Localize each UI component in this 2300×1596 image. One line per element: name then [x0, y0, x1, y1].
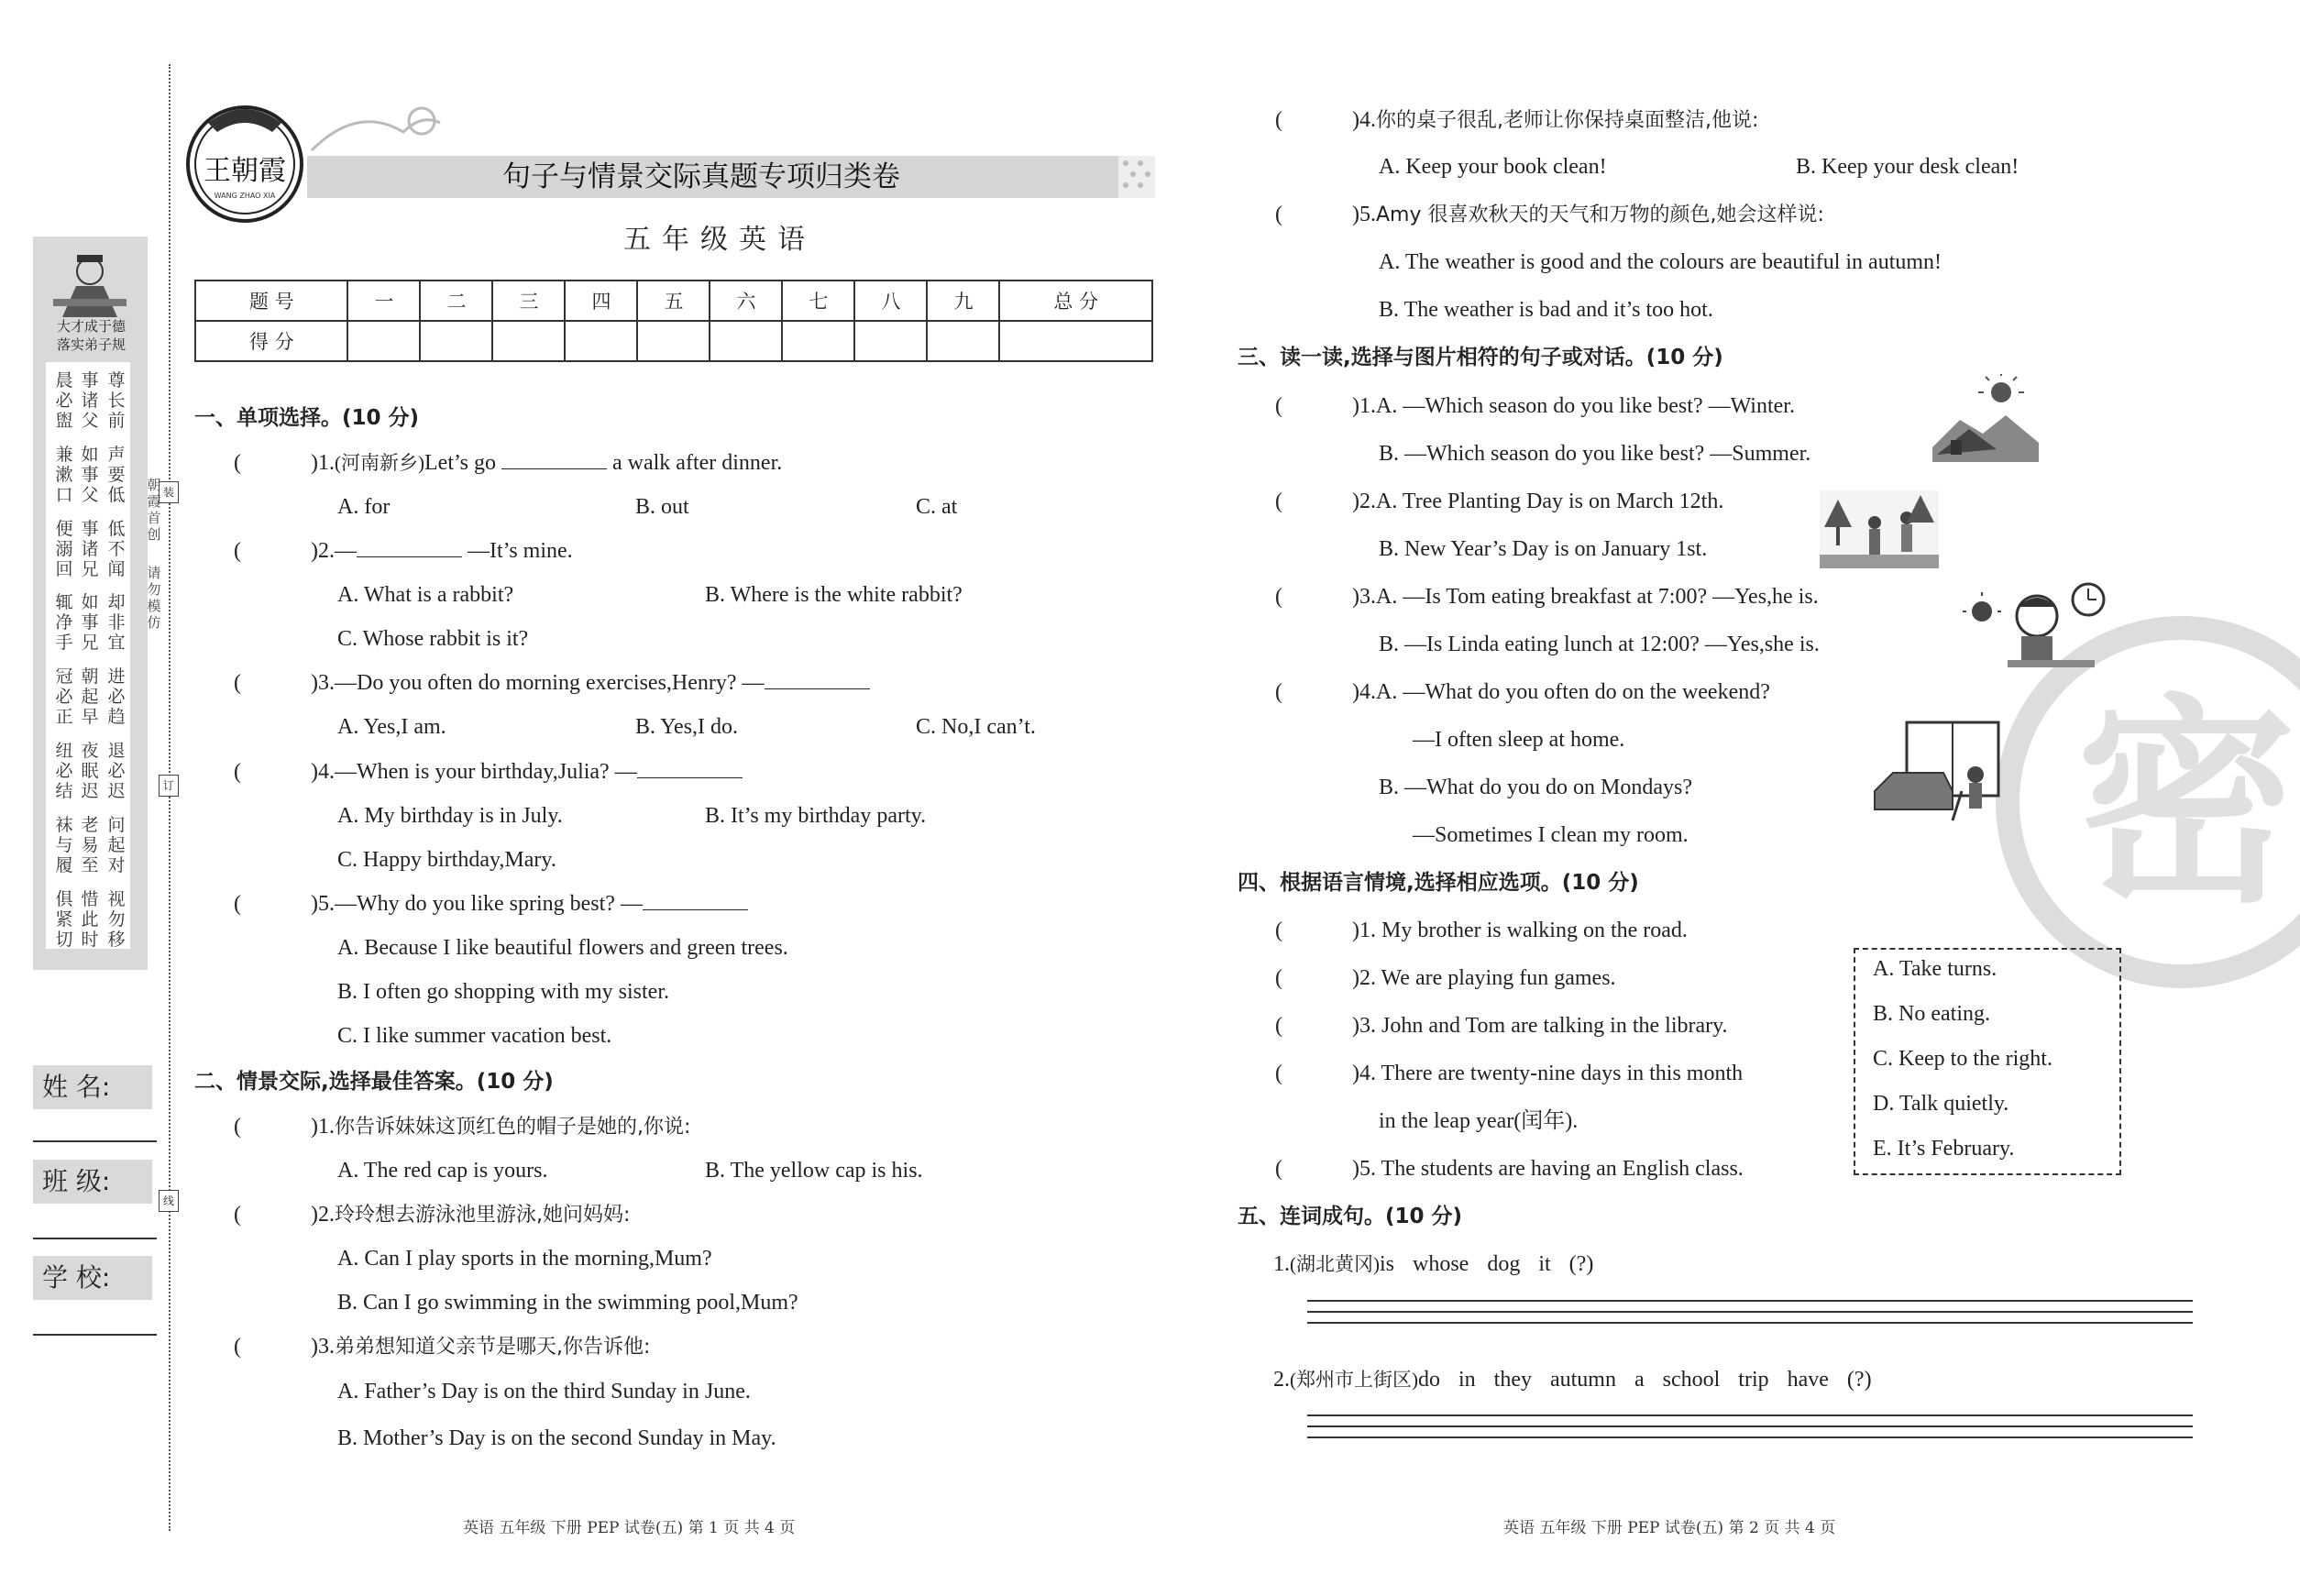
score-input-cell[interactable] [565, 321, 637, 361]
motto-column: 兼漱口 [55, 445, 73, 505]
name-label: 姓 名: [33, 1065, 152, 1109]
option: A. The weather is good and the colours are beautiful in autumn! [1379, 250, 1942, 274]
cleaning-room-picture-icon [1870, 718, 2008, 828]
score-header-cell: 四 [565, 281, 637, 321]
option: D. Talk quietly. [1873, 1092, 2009, 1116]
question-number: 2. [1273, 1368, 1290, 1392]
wang-zhao-xia-logo-icon [176, 95, 314, 233]
cut-mark: 线 [159, 1190, 179, 1212]
question-3-1 [1275, 392, 1795, 420]
option: E. It’s February. [1873, 1137, 2015, 1161]
question-text: Amy 很喜欢秋天的天气和万物的颜色,她会这样说: [1376, 204, 1824, 226]
section-1-heading: 一、单项选择。(10 分) [194, 406, 420, 430]
region-tag: (湖北黄冈) [1290, 1253, 1380, 1275]
question-text: —When is your birthday,Julia? — [335, 760, 637, 784]
score-input-cell[interactable] [492, 321, 565, 361]
answer-paren[interactable]: ( [234, 539, 241, 563]
question-1-1 [234, 449, 782, 477]
option: C. at [916, 495, 958, 519]
question-text: )1. My brother is walking on the road. [1352, 919, 1688, 942]
logo-subtext: WANG ZHAO XIA [214, 192, 276, 200]
answer-paren[interactable]: ( [234, 892, 241, 916]
question-4-item [1275, 1012, 1728, 1040]
option: A. My birthday is in July. [337, 804, 563, 828]
option: B. Keep your desk clean! [1796, 155, 2019, 179]
question-text: 玲玲想去游泳池里游泳,她问妈妈: [335, 1204, 631, 1227]
question-3-2 [1275, 488, 1723, 515]
motto-column: 老易至 [81, 815, 99, 875]
answer-paren[interactable]: ( [1275, 1014, 1282, 1038]
score-header-cell: 八 [854, 281, 927, 321]
name-field[interactable] [33, 1140, 157, 1142]
motto-column: 尊长前 [107, 370, 126, 431]
region-tag: (郑州市上街区) [1290, 1369, 1418, 1391]
question-3-3 [1275, 583, 1819, 611]
question-text: in the leap year(闰年). [1379, 1109, 1579, 1133]
answer-blank[interactable] [643, 891, 748, 910]
question-4-item [1275, 917, 1688, 944]
answer-blank[interactable] [357, 538, 462, 557]
region-tag: (河南新乡) [335, 452, 424, 474]
answer-paren[interactable]: ( [234, 760, 241, 784]
score-header-cell: 三 [492, 281, 565, 321]
score-input-cell[interactable] [999, 321, 1152, 361]
question-1-3 [234, 669, 870, 697]
question-number: )1. [311, 1115, 335, 1139]
option: C. No,I can’t. [916, 715, 1036, 739]
option: A. for [337, 495, 391, 519]
question-2-5 [1275, 201, 1824, 229]
section-4-heading: 四、根据语言情境,选择相应选项。(10 分) [1238, 871, 1639, 895]
question-4-item [1275, 964, 1616, 992]
score-input-cell[interactable] [854, 321, 927, 361]
option: B. No eating. [1873, 1002, 1990, 1026]
motto-column: 惜此时 [81, 889, 99, 950]
option: B. —Is Linda eating lunch at 12:00? —Yes,she is. [1379, 633, 1820, 656]
motto-column: 如事兄 [81, 592, 99, 653]
motto-column: 便溺回 [55, 519, 73, 579]
motto-column: 问起对 [107, 815, 126, 875]
answer-paren[interactable]: ( [1275, 203, 1282, 226]
question-text: a walk after dinner. [612, 451, 783, 475]
question-3-4 [1275, 678, 1770, 706]
motto-column: 低不闻 [107, 519, 126, 579]
score-input-cell[interactable] [710, 321, 782, 361]
option: —I often sleep at home. [1413, 728, 1625, 752]
question-1-4 [234, 758, 743, 786]
option: B. Where is the white rabbit? [705, 583, 963, 607]
question-number: )5. [1352, 203, 1376, 226]
question-2-3 [234, 1333, 650, 1361]
motto-column: 朝起早 [81, 666, 99, 727]
question-number: )3. [311, 1335, 335, 1359]
score-header-cell: 二 [420, 281, 492, 321]
answer-paren[interactable]: ( [234, 451, 241, 475]
cut-mark: 订 [159, 775, 179, 797]
question-2-1 [234, 1113, 690, 1141]
school-label: 学 校: [33, 1256, 152, 1300]
motto-column: 事诸兄 [81, 519, 99, 579]
question-2-2 [234, 1201, 630, 1229]
question-text: )2. We are playing fun games. [1352, 966, 1616, 990]
watermark-text: 密 [2075, 676, 2297, 932]
score-input-cell[interactable] [347, 321, 420, 361]
winter-scene-picture-icon [1932, 374, 2039, 462]
footer-page-1: 英语 五年级 下册 PEP 试卷(五) 第 1 页 共 4 页 [463, 1519, 796, 1537]
scrambled-words: is whose dog it (?) [1380, 1252, 1594, 1276]
question-number: )3. [311, 671, 335, 695]
motto-column: 如事父 [81, 445, 99, 505]
answer-paren[interactable]: ( [1275, 585, 1282, 609]
answer-paren[interactable]: ( [1275, 108, 1282, 132]
answer-lines[interactable] [1307, 1291, 2193, 1324]
question-number: )3. [1352, 585, 1376, 609]
question-text: )5. The students are having an English class. [1352, 1157, 1744, 1181]
motto-column: 事诸父 [81, 370, 99, 431]
footer-page-2: 英语 五年级 下册 PEP 试卷(五) 第 2 页 共 4 页 [1503, 1519, 1836, 1537]
question-text: Let’s go [424, 451, 496, 475]
question-2-4 [1275, 106, 1758, 135]
score-header-cell: 题 号 [195, 281, 347, 321]
option: A. Take turns. [1873, 957, 1997, 981]
answer-paren[interactable]: ( [1275, 1157, 1282, 1181]
question-text: 你告诉妹妹这顶红色的帽子是她的,你说: [335, 1116, 691, 1139]
answer-paren[interactable]: ( [1275, 966, 1282, 990]
question-text: —It’s mine. [468, 539, 573, 563]
motto-column: 俱紧切 [55, 889, 73, 950]
question-text: 你的桌子很乱,老师让你保持桌面整洁,他说: [1376, 109, 1759, 132]
answer-paren[interactable]: ( [234, 1203, 241, 1227]
motto-column: 声要低 [107, 445, 126, 505]
option: A. —What do you often do on the weekend? [1376, 680, 1770, 704]
score-header-cell: 六 [710, 281, 782, 321]
question-text: 弟弟想知道父亲节是哪天,你告诉他: [335, 1336, 651, 1359]
question-4-item [1275, 1060, 1743, 1087]
question-4-item [1275, 1155, 1744, 1183]
motto-top-line: 落实弟子规 [56, 336, 126, 353]
binding-dotted-line [169, 64, 171, 1531]
page-subtitle: 五年级英语 [623, 224, 816, 256]
motto-column: 退必迟 [107, 741, 126, 801]
score-row-label: 得 分 [195, 321, 347, 361]
option: A. Tree Planting Day is on March 12th. [1376, 490, 1724, 513]
option: A. Can I play sports in the morning,Mum? [337, 1247, 712, 1271]
answer-paren[interactable]: ( [1275, 680, 1282, 704]
question-number: )1. [1352, 394, 1376, 418]
tree-planting-picture-icon [1820, 490, 1939, 568]
option: A. —Is Tom eating breakfast at 7:00? —Yes,he is. [1376, 585, 1819, 609]
question-text: — [335, 539, 357, 563]
option: B. out [635, 495, 689, 519]
question-text: )4. There are twenty-nine days in this month [1352, 1062, 1744, 1085]
copyright-text: 朝霞首创 [147, 477, 161, 543]
motto-column: 夜眠迟 [81, 741, 99, 801]
option: A. Father’s Day is on the third Sunday in June. [337, 1380, 751, 1403]
scrambled-words: do in they autumn a school trip have (?) [1418, 1368, 1872, 1392]
page-title: 句子与情景交际真题专项归类卷 [502, 160, 900, 193]
motto-column: 晨必盥 [55, 370, 73, 431]
question-number: )2. [1352, 490, 1376, 513]
option: A. What is a rabbit? [337, 583, 514, 607]
score-header-cell: 九 [927, 281, 999, 321]
class-label: 班 级: [33, 1160, 152, 1204]
score-header-cell: 一 [347, 281, 420, 321]
option: B. It’s my birthday party. [705, 804, 927, 828]
score-input-cell[interactable] [782, 321, 854, 361]
answer-blank[interactable] [501, 450, 607, 469]
answer-paren[interactable]: ( [1275, 1062, 1282, 1085]
question-number: 1. [1273, 1252, 1290, 1276]
option: B. The yellow cap is his. [705, 1159, 923, 1183]
option: C. I like summer vacation best. [337, 1024, 612, 1048]
option: B. —Which season do you like best? —Summer. [1379, 442, 1811, 466]
section-5-heading: 五、连词成句。(10 分) [1238, 1205, 1463, 1228]
score-header-cell: 总 分 [999, 281, 1152, 321]
question-number: )4. [1352, 108, 1376, 132]
motto-column: 视勿移 [107, 889, 126, 950]
score-input-cell[interactable] [927, 321, 999, 361]
motto-column: 纽必结 [55, 741, 73, 801]
motto-column: 进必趋 [107, 666, 126, 727]
logo-text: 王朝霞 [204, 155, 286, 187]
score-input-cell[interactable] [637, 321, 710, 361]
question-text: —Why do you like spring best? — [335, 892, 643, 916]
answer-paren[interactable]: ( [234, 671, 241, 695]
motto-top-line: 大才成于德 [56, 318, 126, 335]
motto-column: 冠必正 [55, 666, 73, 727]
answer-blank[interactable] [765, 670, 870, 689]
question-number: )4. [311, 760, 335, 784]
scholar-figure-icon [44, 246, 136, 319]
option: B. —What do you do on Mondays? [1379, 776, 1692, 799]
answer-paren[interactable]: ( [1275, 394, 1282, 418]
question-number: )2. [311, 539, 335, 563]
option: —Sometimes I clean my room. [1413, 823, 1689, 847]
section-3-heading: 三、读一读,选择与图片相符的句子或对话。(10 分) [1238, 346, 1723, 369]
score-row [195, 321, 1152, 361]
score-header-cell: 七 [782, 281, 854, 321]
option: A. Because I like beautiful flowers and green trees. [337, 936, 788, 960]
motto-column: 辄净手 [55, 592, 73, 653]
banner-pattern-icon [1118, 156, 1155, 198]
class-field[interactable] [33, 1238, 157, 1239]
option: B. The weather is bad and it’s too hot. [1379, 298, 1713, 322]
score-header-cell: 五 [637, 281, 710, 321]
option: B. Can I go swimming in the swimming pool,Mum? [337, 1291, 798, 1315]
boy-eating-breakfast-picture-icon [1962, 579, 2108, 678]
motto-column: 袜与履 [55, 815, 73, 875]
question-number: )1. [311, 451, 335, 475]
score-header-row [195, 281, 1152, 321]
ribbon-decoration-icon [303, 95, 449, 160]
answer-lines[interactable] [1307, 1405, 2193, 1438]
answer-blank[interactable] [637, 759, 743, 778]
question-number: )5. [311, 892, 335, 916]
option: A. Keep your book clean! [1379, 155, 1607, 179]
question-text: )3. John and Tom are talking in the library. [1352, 1014, 1728, 1038]
option: C. Happy birthday,Mary. [337, 848, 556, 872]
copyright-text: 请勿模仿 [147, 565, 161, 631]
question-1-5 [234, 890, 748, 918]
option: B. I often go shopping with my sister. [337, 980, 669, 1004]
question-text: —Do you often do morning exercises,Henry? — [335, 671, 765, 695]
option: B. Mother’s Day is on the second Sunday in May. [337, 1426, 776, 1450]
answer-paren[interactable]: ( [234, 1115, 241, 1139]
answer-paren[interactable]: ( [234, 1335, 241, 1359]
question-number: )2. [311, 1203, 335, 1227]
cut-mark: 装 [159, 481, 179, 503]
answer-paren[interactable]: ( [1275, 919, 1282, 942]
section-2-heading: 二、情景交际,选择最佳答案。(10 分) [194, 1070, 554, 1094]
question-1-2 [234, 537, 573, 565]
option: A. —Which season do you like best? —Winter. [1376, 394, 1795, 418]
question-5-1 [1273, 1250, 1593, 1278]
score-table [194, 280, 1153, 362]
motto-column: 却非宜 [107, 592, 126, 653]
option: B. New Year’s Day is on January 1st. [1379, 537, 1708, 561]
school-field[interactable] [33, 1334, 157, 1336]
answer-paren[interactable]: ( [1275, 490, 1282, 513]
question-5-2 [1273, 1366, 1872, 1393]
option: B. Yes,I do. [635, 715, 739, 739]
option: C. Whose rabbit is it? [337, 627, 529, 651]
option: A. Yes,I am. [337, 715, 446, 739]
option: C. Keep to the right. [1873, 1047, 2052, 1071]
option: A. The red cap is yours. [337, 1159, 548, 1183]
question-number: )4. [1352, 680, 1376, 704]
score-input-cell[interactable] [420, 321, 492, 361]
